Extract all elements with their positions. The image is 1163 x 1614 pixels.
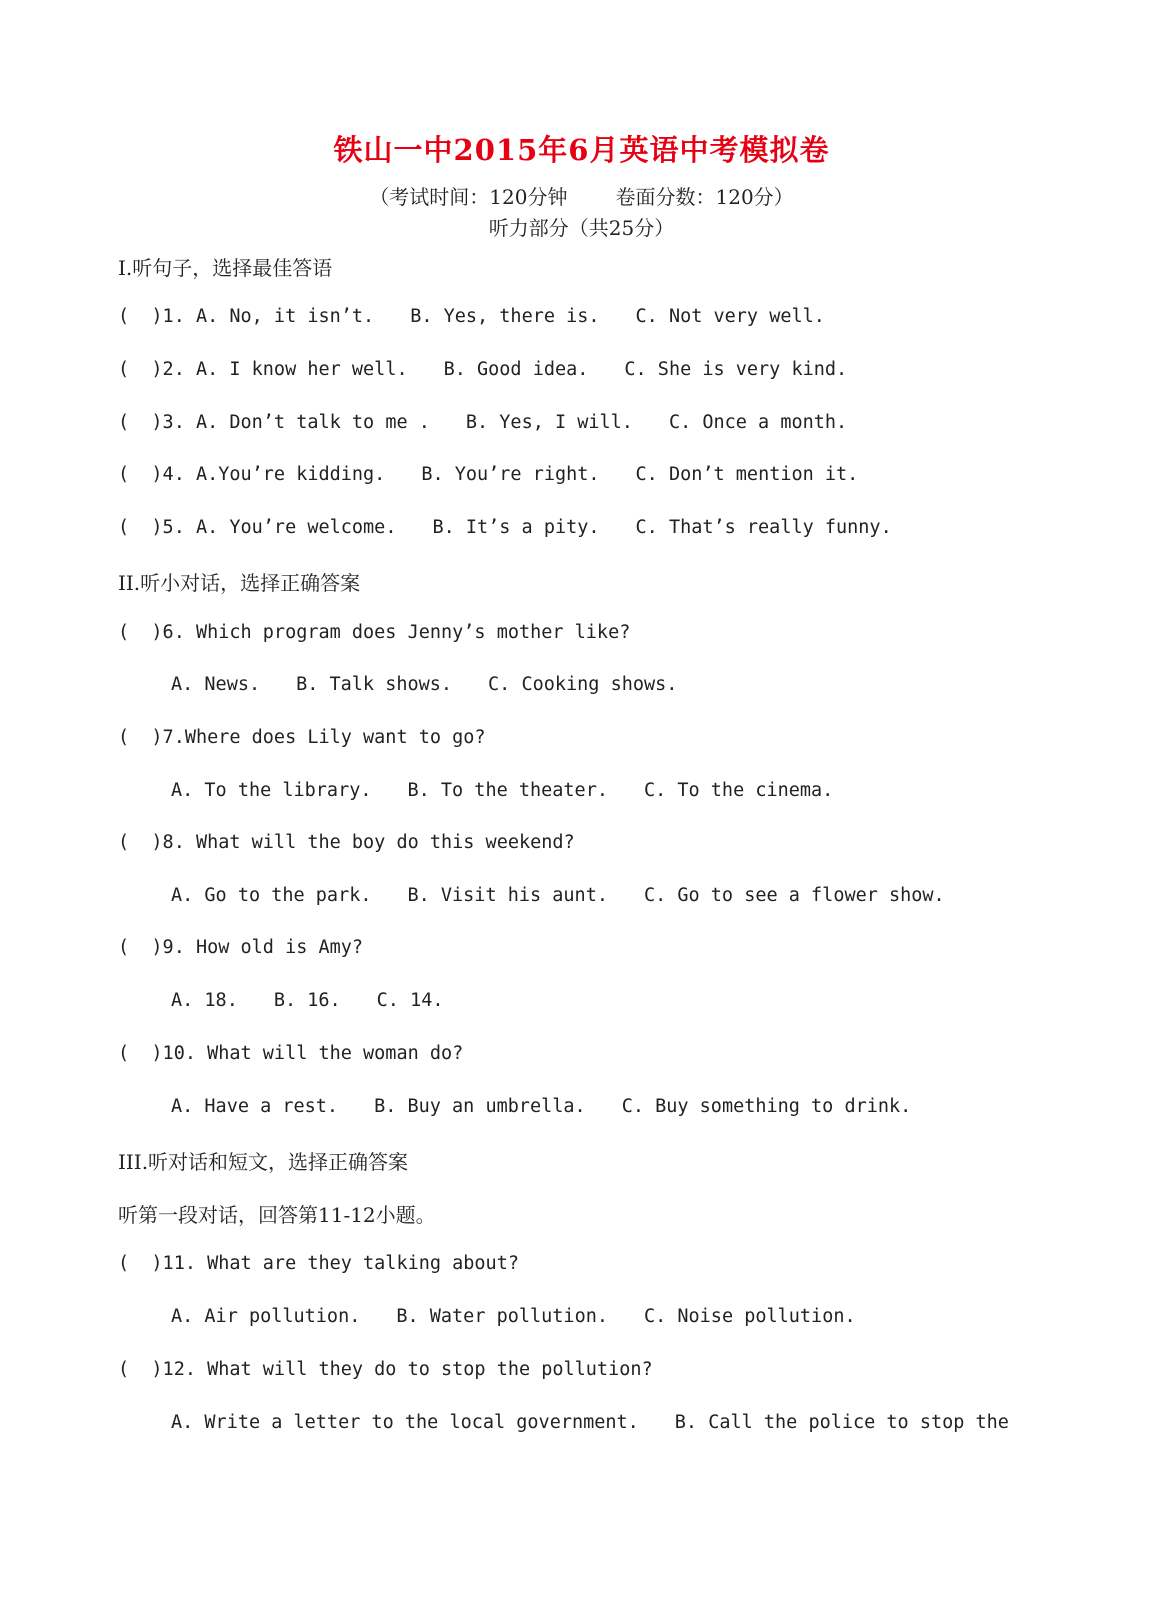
option-a: A. Don’t talk to me . bbox=[195, 412, 430, 433]
exam-time: （考试时间：120分钟 bbox=[369, 185, 568, 209]
option-b: B. Talk shows. bbox=[296, 674, 453, 695]
listening-header: 听力部分（共25分） bbox=[488, 216, 675, 240]
option-c: C. Cooking shows. bbox=[488, 674, 678, 695]
option-a: A. Have a rest. bbox=[171, 1096, 339, 1117]
question-number: ( )5. bbox=[118, 517, 185, 538]
question-stem: ( )7.Where does Lily want to go? bbox=[118, 727, 486, 748]
question-stem: ( )8. What will the boy do this weekend? bbox=[118, 832, 575, 853]
question-number: ( )1. bbox=[118, 306, 185, 327]
option-b: B. Call the police to stop the bbox=[674, 1412, 1009, 1433]
exam-score: 卷面分数：120分） bbox=[615, 185, 794, 209]
question-number: ( )2. bbox=[118, 359, 185, 380]
options-row bbox=[171, 1096, 911, 1117]
option-b: B. Yes, I will. bbox=[465, 412, 633, 433]
option-c: C. Noise pollution. bbox=[643, 1306, 856, 1327]
option-b: B. Buy an umbrella. bbox=[374, 1096, 586, 1117]
option-c: C. She is very kind. bbox=[624, 359, 848, 380]
question-row bbox=[118, 412, 847, 433]
option-b: B. Yes, there is. bbox=[410, 306, 600, 327]
option-c: C. Don’t mention it. bbox=[635, 464, 859, 485]
question-row bbox=[118, 464, 858, 485]
section-heading: III.听对话和短文，选择正确答案 bbox=[118, 1150, 409, 1174]
option-c: C. That’s really funny. bbox=[635, 517, 892, 538]
option-a: A. To the library. bbox=[171, 780, 372, 801]
question-row bbox=[118, 306, 825, 327]
option-a: A. 18. bbox=[171, 990, 238, 1011]
option-b: B. 16. bbox=[273, 990, 341, 1011]
option-b: B. Visit his aunt. bbox=[407, 885, 608, 906]
question-stem: ( )11. What are they talking about? bbox=[118, 1253, 519, 1274]
option-c: C. Go to see a flower show. bbox=[643, 885, 945, 906]
question-row bbox=[118, 517, 892, 538]
option-c: C. Buy something to drink. bbox=[621, 1096, 912, 1117]
option-c: C. 14. bbox=[376, 990, 444, 1011]
option-c: C. Not very well. bbox=[635, 306, 825, 327]
question-stem: ( )12. What will they do to stop the pollution? bbox=[118, 1359, 653, 1380]
option-a: A. No, it isn’t. bbox=[195, 306, 375, 327]
section-instruction: 听第一段对话，回答第11-12小题。 bbox=[118, 1203, 436, 1227]
option-c: C. Once a month. bbox=[668, 412, 848, 433]
option-b: B. You’re right. bbox=[421, 464, 600, 485]
exam-info bbox=[0, 181, 1163, 210]
option-a: A. Go to the park. bbox=[171, 885, 372, 906]
option-b: B. To the theater. bbox=[407, 780, 608, 801]
option-a: A. Air pollution. bbox=[171, 1306, 361, 1327]
question-stem: ( )10. What will the woman do? bbox=[118, 1043, 464, 1064]
option-c: C. To the cinema. bbox=[643, 780, 834, 801]
options-row bbox=[171, 674, 677, 695]
option-b: B. It’s a pity. bbox=[432, 517, 600, 538]
option-b: B. Water pollution. bbox=[396, 1306, 608, 1327]
options-row bbox=[171, 1306, 856, 1327]
options-row bbox=[171, 885, 945, 906]
section-heading: II.听小对话，选择正确答案 bbox=[118, 571, 361, 595]
option-a: A.You’re kidding. bbox=[195, 464, 386, 485]
question-stem: ( )6. Which program does Jenny’s mother like? bbox=[118, 622, 631, 643]
options-row bbox=[171, 1412, 1009, 1433]
options-row bbox=[171, 780, 833, 801]
option-a: A. I know her well. bbox=[195, 359, 408, 380]
option-a: A. Write a letter to the local government. bbox=[171, 1412, 639, 1433]
question-row bbox=[118, 359, 847, 380]
exam-title: 铁山一中2015年6月英语中考模拟卷 bbox=[333, 133, 830, 167]
option-a: A. You’re welcome. bbox=[195, 517, 397, 538]
options-row bbox=[171, 990, 443, 1011]
question-number: ( )3. bbox=[118, 412, 185, 433]
option-a: A. News. bbox=[171, 674, 261, 695]
question-number: ( )4. bbox=[118, 464, 185, 485]
option-b: B. Good idea. bbox=[443, 359, 589, 380]
question-stem: ( )9. How old is Amy? bbox=[118, 937, 364, 958]
section-heading: I.听句子，选择最佳答语 bbox=[118, 256, 333, 280]
